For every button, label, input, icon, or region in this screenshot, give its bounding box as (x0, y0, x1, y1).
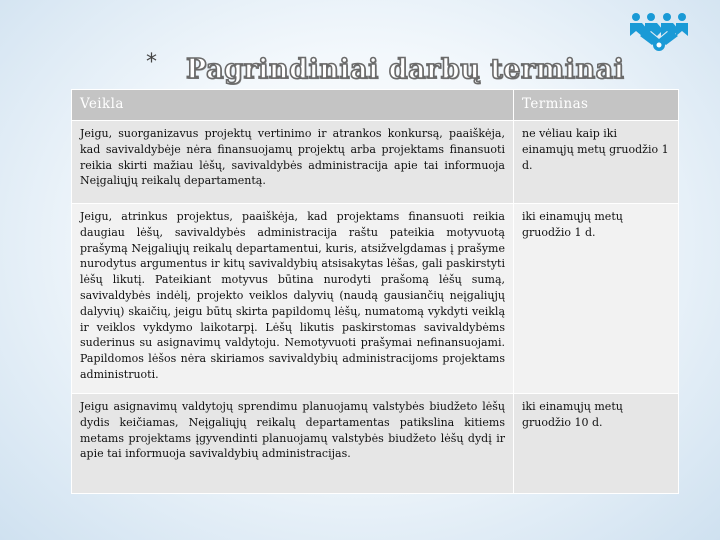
activity-cell: Jeigu asignavimų valdytojų sprendimu planuojamų valstybės biudžeto lėšų dydis keičiamas, Neįgaliųjų reikalų departamentas patikslina kitiems metams projektams įgyvendinti planuojamų valstybės biudžeto lėšų dydį ir apie tai informuoja savivaldybių administracijas. (72, 394, 514, 494)
people-circle-logo-icon (628, 12, 690, 52)
column-header-term: Terminas (514, 90, 679, 121)
term-cell: iki einamųjų metų gruodžio 1 d. (514, 204, 679, 394)
title-bullet: * (146, 50, 157, 75)
activity-cell: Jeigu, atrinkus projektus, paaiškėja, kad projektams finansuoti reikia daugiau lėšų, savivaldybės administracija raštu pateikia motyvuotą prašymą Neįgaliųjų reikalų departamentui, kuris, atsižvelgdamas į prašyme nurodytus argumentus ir kitų savivaldybių atsisakytas lėšas, gali paskirstyti lėšų likutį. Pateikiant motyvus būtina nurodyti prašomą lėšų sumą, savivaldybės indėlį, projekto veiklos dalyvių (naudą gausiančių neįgaliųjų dalyvių) skaičių, jeigu būtų skirta papildomų lėšų, numatomą vykdyti veiklą ir veiklos vykdymo laikotarpį. Lėšų likutis paskirstomas savivaldybėms suderinus su asignavimų valdytoju. Nemotyvuoti prašymai nefinansuojami. Papildomos lėšos nėra skiriamos savivaldybių administracijoms projektams administruoti. (72, 204, 514, 394)
table-row (72, 394, 679, 494)
activity-cell: Jeigu, suorganizavus projektų vertinimo ir atrankos konkursą, paaiškėja, kad savivaldybėje nėra finansuojamų projektų arba projektams finansuoti reikia skirti mažiau lėšų, savivaldybės administracija apie tai informuoja Neįgaliųjų reikalų departamentą. (72, 121, 514, 204)
page-title: Pagrindiniai darbų terminai (186, 54, 625, 85)
table-header-row (72, 90, 679, 121)
term-cell: ne vėliau kaip iki einamųjų metų gruodžio 1 d. (514, 121, 679, 204)
table-row (72, 121, 679, 204)
column-header-activity: Veikla (72, 90, 514, 121)
terms-table (71, 89, 679, 494)
table-row (72, 204, 679, 394)
term-cell: iki einamųjų metų gruodžio 10 d. (514, 394, 679, 494)
